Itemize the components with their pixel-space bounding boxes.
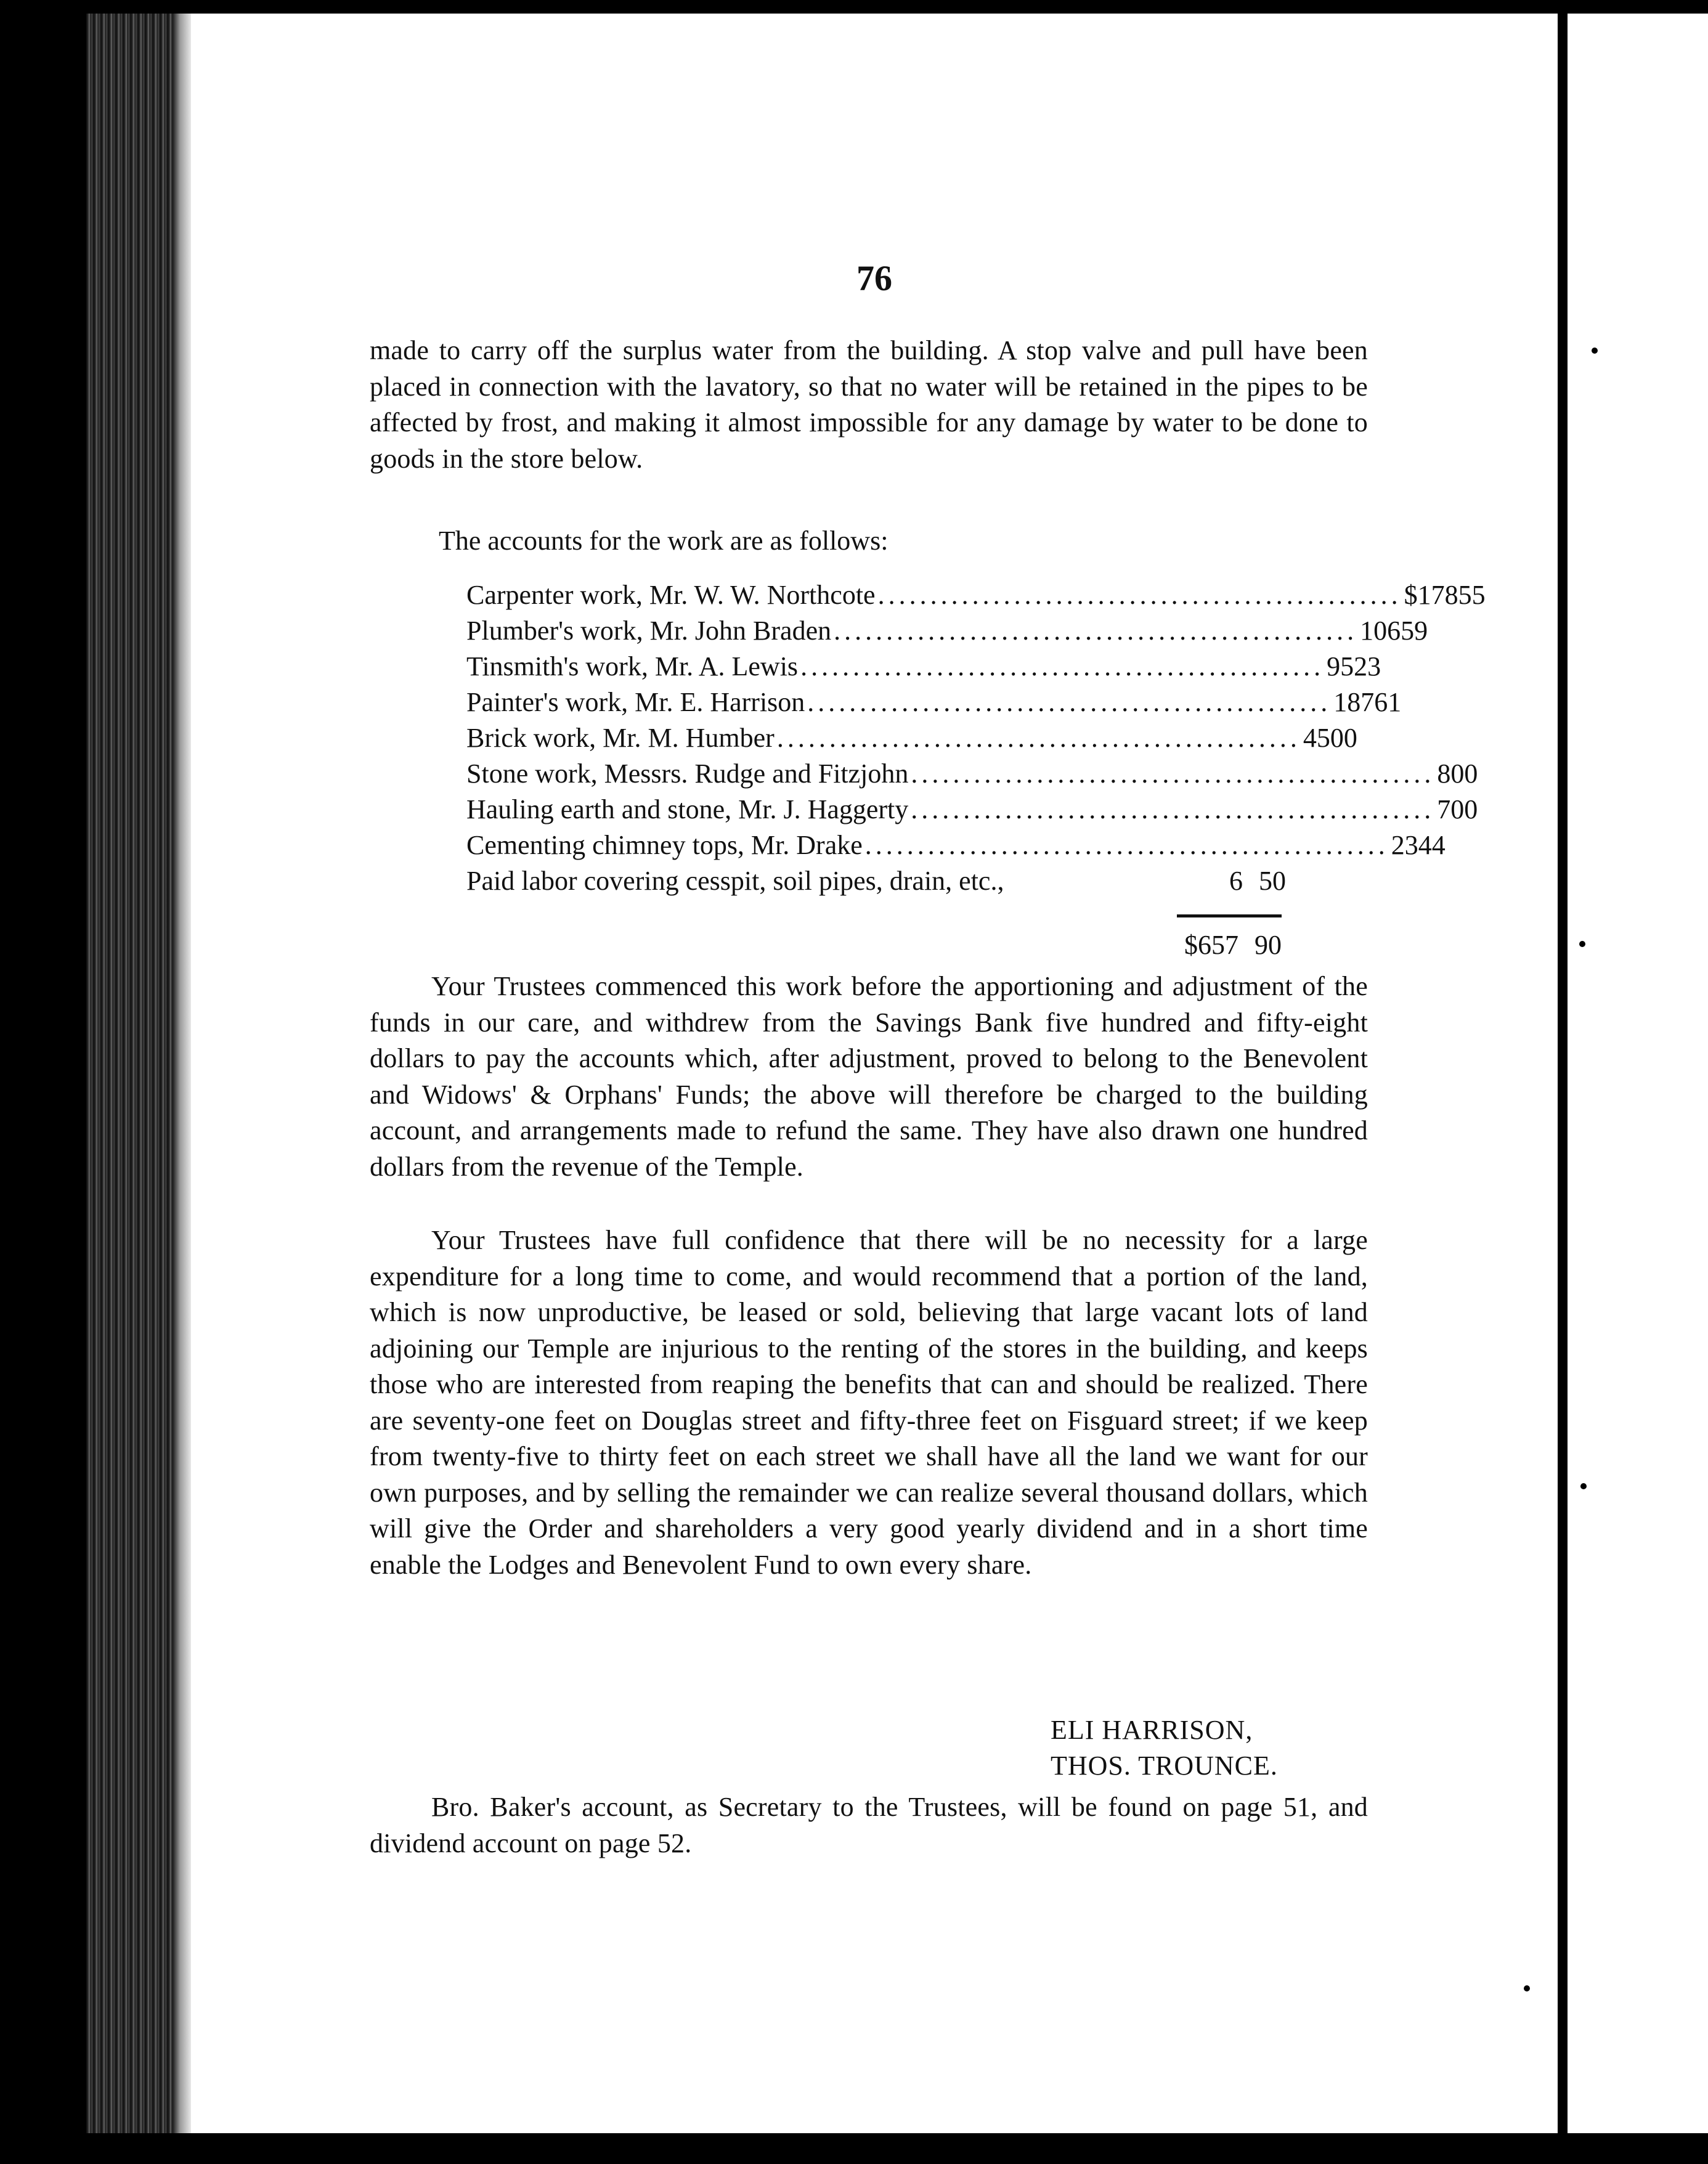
account-label: Cementing chimney tops, Mr. Drake	[466, 830, 863, 860]
account-row	[466, 865, 1286, 901]
account-dollars: $178	[1404, 580, 1458, 610]
scan-border-top	[0, 0, 1708, 14]
right-margin	[1568, 14, 1708, 2133]
account-cents: 59	[1401, 616, 1428, 646]
accounts-total	[1171, 929, 1282, 961]
account-dollars: 187	[1333, 687, 1375, 717]
leader-dots: ..................................................	[911, 759, 1435, 789]
margin-speck	[1524, 1985, 1530, 1991]
account-label: Painter's work, Mr. E. Harrison	[466, 687, 805, 717]
account-cents: 00	[1330, 723, 1357, 753]
margin-speck	[1580, 1483, 1587, 1489]
signature-line: THOS. TROUNCE.	[1051, 1751, 1278, 1781]
accounts-intro: The accounts for the work are as follows:	[439, 526, 889, 556]
account-row	[466, 651, 1381, 686]
account-dollars: 7	[1437, 794, 1451, 824]
account-label: Paid labor covering cesspit, soil pipes, drain, etc.,	[466, 866, 1004, 896]
account-dollars: 95	[1327, 651, 1354, 681]
account-label: Carpenter work, Mr. W. W. Northcote	[466, 580, 876, 610]
account-row	[466, 686, 1402, 722]
account-cents: 55	[1458, 580, 1486, 610]
account-cents: 00	[1450, 794, 1478, 824]
account-label: Hauling earth and stone, Mr. J. Haggerty	[466, 794, 909, 824]
account-row	[466, 722, 1357, 758]
account-dollars: 23	[1391, 830, 1418, 860]
account-label: Stone work, Messrs. Rudge and Fitzjohn	[466, 759, 909, 789]
margin-speck	[1579, 941, 1585, 947]
leader-dots: ..................................................	[807, 687, 1332, 717]
account-cents: 44	[1418, 830, 1446, 860]
account-row	[466, 758, 1478, 794]
account-label: Plumber's work, Mr. John Braden	[466, 616, 832, 646]
total-dollars: $657	[1184, 930, 1238, 960]
closing-paragraph: Bro. Baker's account, as Secretary to the Trustees, will be found on page 51, and dividend account on page 52.	[370, 1792, 1368, 1858]
margin-speck	[1592, 348, 1598, 354]
account-row	[466, 829, 1446, 865]
book-page-edges	[86, 14, 191, 2133]
account-label: Brick work, Mr. M. Humber	[466, 723, 775, 753]
account-dollars: 106	[1360, 616, 1401, 646]
paragraph-trustees-land: Your Trustees have full confidence that there will be no necessity for a large expenditure for a long time to come, and would recommend that a portion of the land, which is now unproductive, be leased or sold, believing that large vacant lots of land adjoining our Temple are injurious to the renting of the stores in the building, and keeps those who are interested from reaping the benefits that can and should be realized. There are seventy-one feet on Douglas street and fifty-three feet on Fisguard street; if we keep from twenty-five to thirty feet on each street we shall have all the land we want for our own purposes, and by selling the remainder we can realize several thousand dollars, which will give the Order and shareholders a very good yearly dividend and in a short time enable the Lodges and Benevolent Fund to own every share.	[370, 1225, 1368, 1580]
leader-dots: ..................................................	[911, 794, 1435, 824]
total-cents: 90	[1255, 930, 1282, 960]
scan-border-bottom	[0, 2133, 1708, 2164]
leader-dots: ..................................................	[877, 580, 1402, 610]
account-row	[466, 579, 1486, 615]
account-cents: 23	[1354, 651, 1381, 681]
leader-dots: ..................................................	[834, 616, 1358, 646]
scan-border-left	[0, 0, 86, 2164]
account-cents: 00	[1450, 759, 1478, 789]
account-row	[466, 615, 1428, 651]
account-label: Tinsmith's work, Mr. A. Lewis	[466, 651, 799, 681]
account-cents: 50	[1259, 866, 1286, 896]
account-dollars: 6	[1229, 866, 1243, 896]
account-cents: 61	[1374, 687, 1402, 717]
account-dollars: 45	[1303, 723, 1330, 753]
account-row	[466, 794, 1478, 829]
leader-dots: ..................................................	[864, 830, 1389, 860]
total-rule	[1177, 914, 1282, 917]
account-dollars: 8	[1437, 759, 1451, 789]
page-number: 76	[856, 258, 892, 298]
leader-dots: ..................................................	[800, 651, 1325, 681]
signature-line: ELI HARRISON,	[1051, 1715, 1253, 1745]
scan-divider-right	[1558, 14, 1568, 2133]
opening-paragraph: made to carry off the surplus water from the building. A stop valve and pull have been placed in connection with the lavatory, so that no water will be retained in the pipes to be affected by frost, and making it almost impossible for any damage by water to be done to goods in the store below.	[370, 335, 1368, 474]
paragraph-trustees-work: Your Trustees commenced this work before the apportioning and adjustment of the funds in our care, and withdrew from the Savings Bank five hundred and fifty-eight dollars to pay the accounts which, after adjustment, proved to belong to the Benevolent and Widows' & Orphans' Funds; the above will therefore be charged to the building account, and arrangements made to refund the same. They have also drawn one hundred dollars from the revenue of the Temple.	[370, 971, 1368, 1182]
leader-dots: ..................................................	[776, 723, 1301, 753]
